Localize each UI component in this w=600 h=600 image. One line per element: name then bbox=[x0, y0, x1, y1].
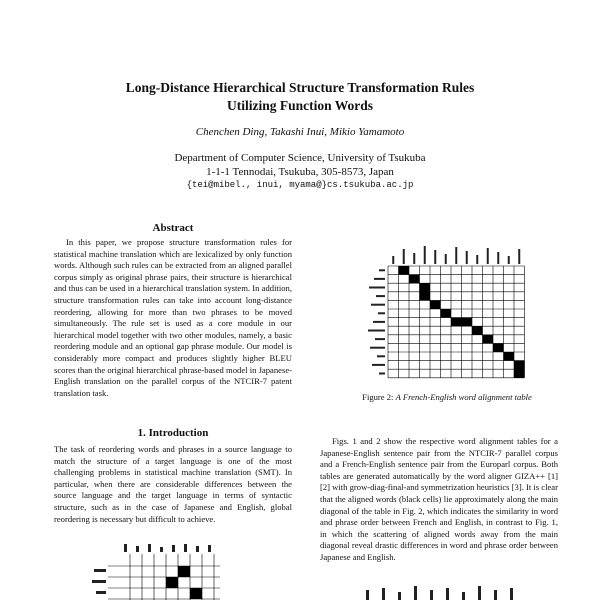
column-label-mark bbox=[518, 249, 520, 264]
figure-2-caption bbox=[332, 392, 562, 402]
row-label-mark bbox=[371, 304, 385, 306]
row-label-mark bbox=[374, 278, 385, 280]
column-label-mark bbox=[487, 248, 489, 264]
aligned-cell bbox=[399, 266, 410, 275]
column-label-mark bbox=[508, 256, 510, 264]
column-label-mark bbox=[403, 249, 405, 264]
aligned-cell bbox=[451, 318, 462, 327]
row-label-mark bbox=[379, 373, 385, 375]
affiliation-line1: Department of Computer Science, University of Tsukuba bbox=[174, 152, 426, 164]
affiliation-line2: 1-1-1 Tennodai, Tsukuba, 305-8573, Japan bbox=[206, 166, 394, 178]
aligned-cell bbox=[441, 309, 452, 318]
aligned-cell bbox=[483, 335, 494, 344]
aligned-cell bbox=[514, 369, 525, 378]
row-label-mark bbox=[376, 295, 385, 297]
row-label-mark bbox=[372, 364, 385, 366]
column-label-mark bbox=[455, 247, 457, 264]
aligned-cell bbox=[504, 352, 515, 361]
row-label-mark bbox=[379, 269, 385, 271]
column-label-mark bbox=[413, 253, 415, 264]
aligned-cell bbox=[472, 326, 483, 335]
aligned-cell bbox=[420, 283, 431, 292]
row-label-mark bbox=[369, 287, 385, 289]
row-label-mark bbox=[370, 347, 385, 349]
column-label-mark bbox=[445, 254, 447, 264]
author-emails: {tei@mibel., inui, myama@}cs.tsukuba.ac.jp bbox=[186, 180, 414, 190]
row-label-mark bbox=[378, 312, 385, 314]
introduction-text: The task of reordering words and phrases in a source language to match the structure of a target language is one of the most challenging problems in statistical machine translation (SMT). In particular, when there are considerable differences between the source language and the target language in terms of syntactic structure, such as in the case of Japanese and English, global reordering is necessary but difficult to achieve. bbox=[54, 444, 292, 524]
abstract-heading: Abstract bbox=[152, 222, 194, 234]
figure-2-caption-label: Figure 2: bbox=[362, 392, 394, 402]
figure-3-fragment bbox=[360, 584, 540, 600]
abstract-text: In this paper, we propose structure transformation rules for statistical machine translation which are lexicalized by only function words. Although such rules can be extracted from an aligned parallel corpus simply as original phrase pairs, their structure is hierarchical and thus can be used in a hierarchical translation system. In addition, structure transformation rules can take into account long-distance reordering, allowing for more than two phrases to be moved simultaneously. The rule set is used as a core module in our hierarchical model together with two other modules, namely, a basic reordering module and an optional gap phrase module. Our model is considerably more compact and produces slightly higher BLEU scores than the original hierarchical phrase-based model in Japanese-English translation on the parallel corpus of the NTCIR-7 patent translation task. bbox=[54, 237, 292, 398]
column-label-mark bbox=[466, 251, 468, 264]
row-label-mark bbox=[377, 355, 385, 357]
authors: Chenchen Ding, Takashi Inui, Mikio Yamamoto bbox=[195, 126, 405, 138]
aligned-cell bbox=[430, 300, 441, 309]
row-label-mark bbox=[375, 338, 385, 340]
aligned-cell bbox=[409, 275, 420, 284]
figure-alignment-discussion: Figs. 1 and 2 show the respective word alignment tables for a Japanese-English sentence pair from the NTCIR-7 parallel corpus and a French-English sentence pair from the Europarl corpus. Both tables are generated automatically by the word aligner GIZA++ [1][2] with grow-diag-final-and symmetrization heuristics [3]. It is clear that the aligned words (black cells) lie approximately along the main diagonal of the table in Fig. 2, which indicates the similarity in word and phrase order between French and English, in contrast to Fig. 1, in which the scattering of aligned words away from the main diagonal reveal drastic differences in word and phrase order between Japanese and English. bbox=[320, 436, 558, 562]
row-label-mark bbox=[368, 330, 385, 332]
column-label-mark bbox=[392, 256, 394, 264]
aligned-cell bbox=[462, 318, 473, 327]
figure-1-alignment-table bbox=[90, 544, 220, 600]
introduction-heading: 1. Introduction bbox=[137, 427, 209, 439]
aligned-cell bbox=[493, 343, 504, 352]
figure-2-alignment-table bbox=[368, 244, 530, 380]
paper-title-line1: Long-Distance Hierarchical Structure Transformation Rules bbox=[125, 80, 475, 95]
figure-2-caption-text: A French-English word alignment table bbox=[395, 392, 532, 402]
row-label-mark bbox=[373, 321, 385, 323]
column-label-mark bbox=[497, 252, 499, 264]
aligned-cell bbox=[420, 292, 431, 301]
aligned-cell bbox=[514, 361, 525, 370]
column-label-mark bbox=[476, 255, 478, 264]
paper-title-line2: Utilizing Function Words bbox=[226, 98, 374, 113]
column-label-mark bbox=[434, 250, 436, 264]
column-label-mark bbox=[424, 246, 426, 264]
